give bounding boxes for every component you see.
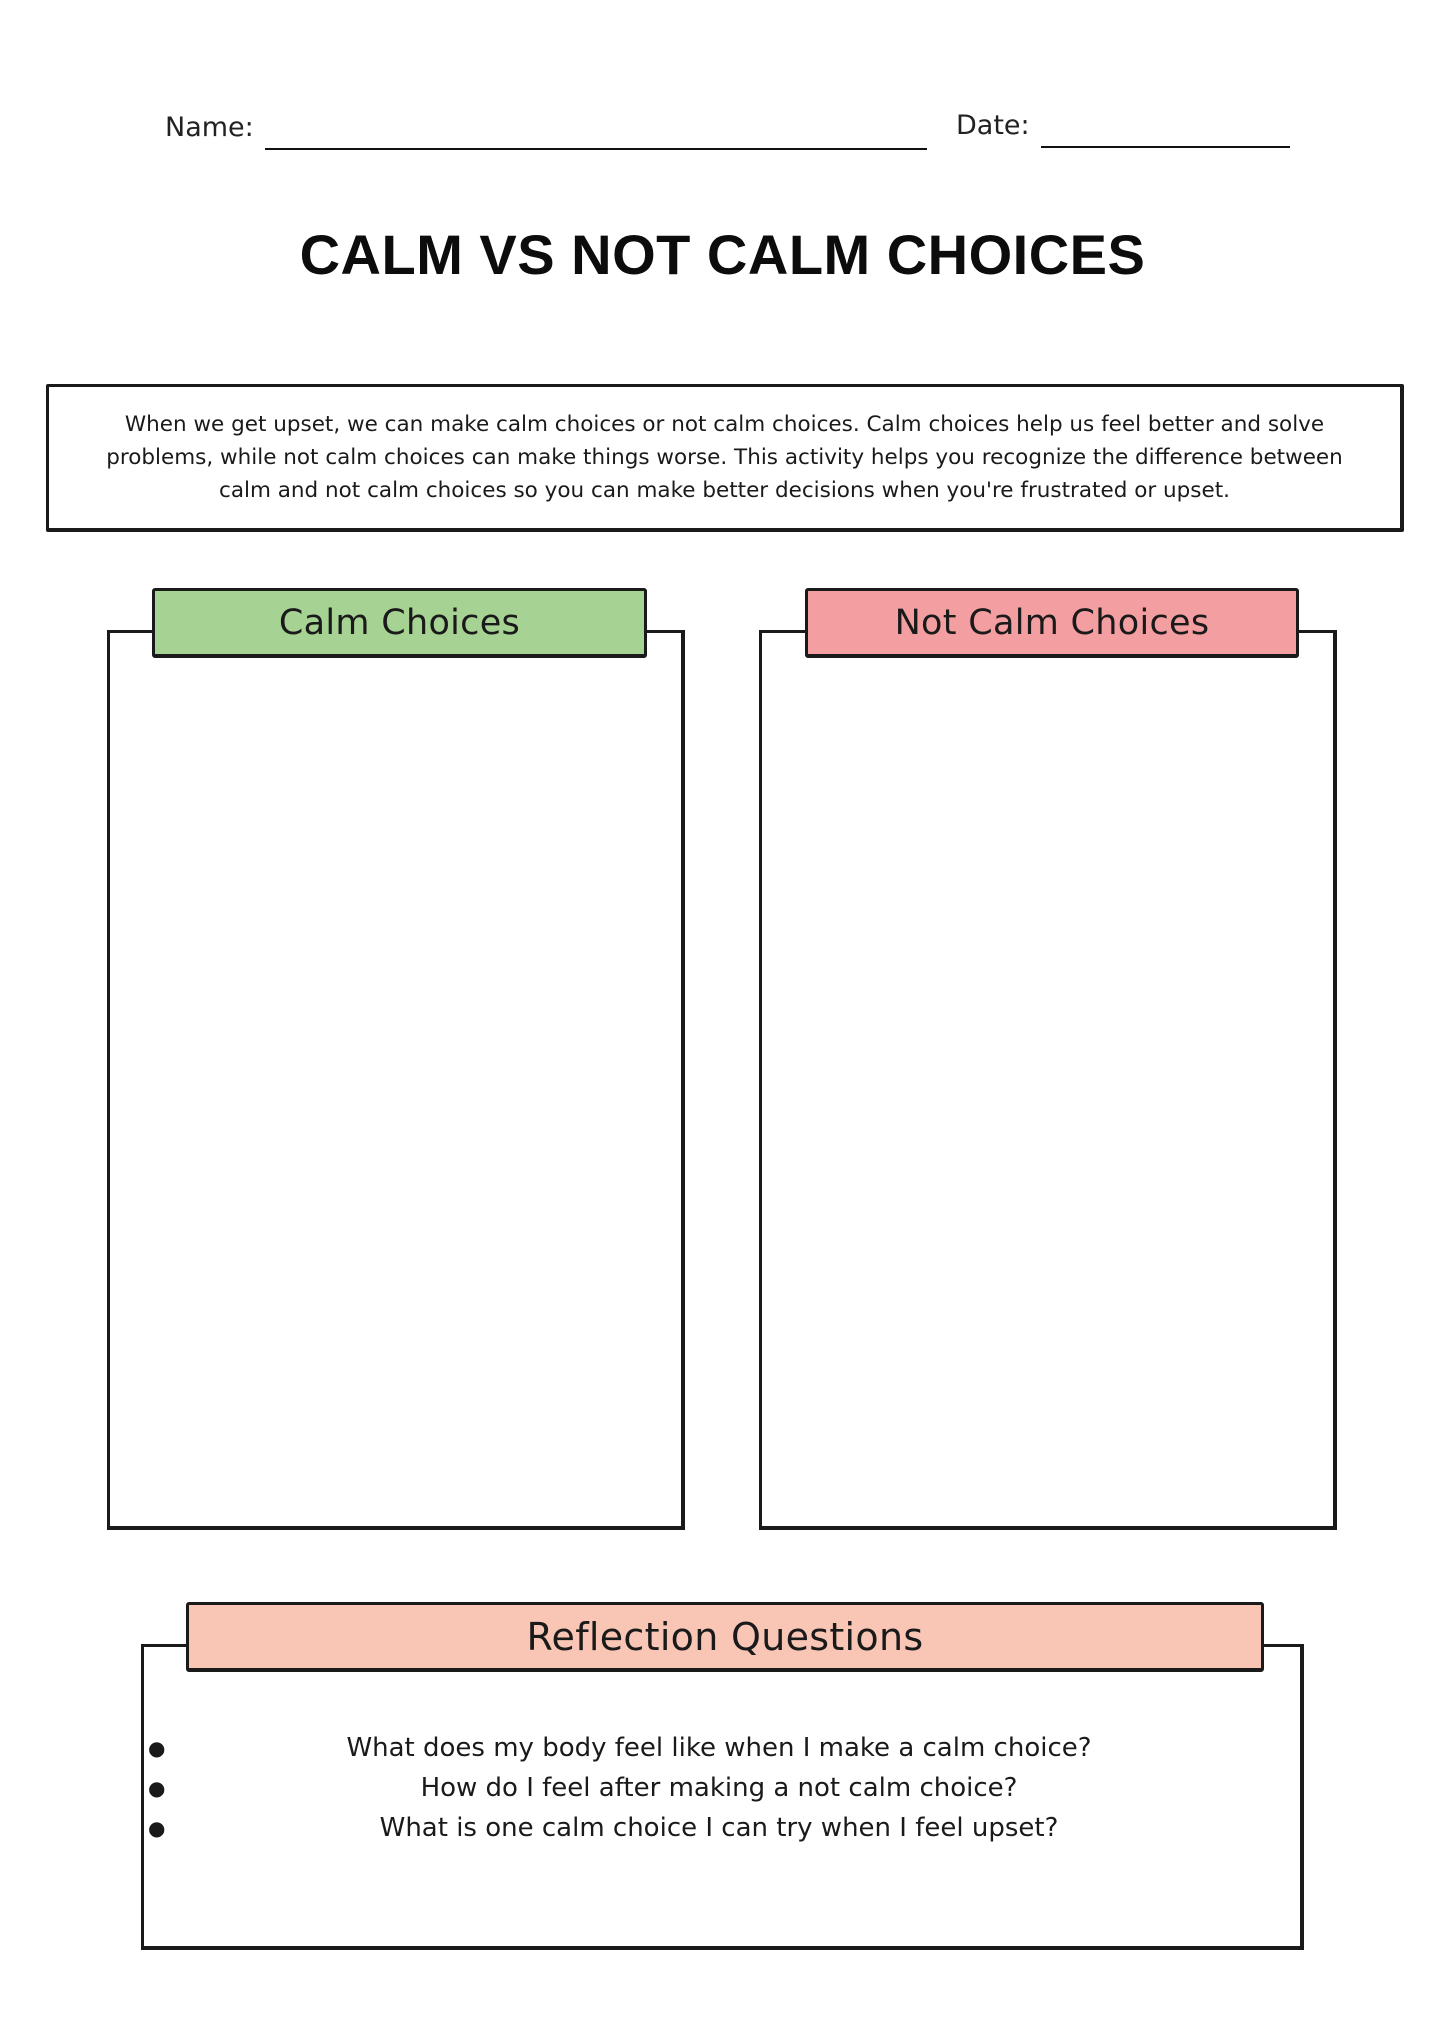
bullet-icon: ● <box>148 1736 166 1760</box>
reflection-questions-list <box>144 1728 1294 1848</box>
not-calm-choices-tab <box>805 588 1299 658</box>
date-field-line[interactable] <box>1041 146 1290 148</box>
reflection-label: Reflection Questions <box>526 1614 924 1659</box>
list-item <box>144 1808 1294 1848</box>
date-label: Date: <box>956 110 1030 141</box>
bullet-icon: ● <box>148 1776 166 1800</box>
list-item <box>144 1768 1294 1808</box>
not-calm-choices-panel[interactable] <box>759 630 1337 1530</box>
intro-text: When we get upset, we can make calm choices or not calm choices. Calm choices help us feel better and solve problems, while not calm choices can make things worse. This activity helps you recognize the difference between calm and not calm choices so you can make better decisions when you're frustrated or upset. <box>106 412 1343 503</box>
calm-choices-panel[interactable] <box>107 630 685 1530</box>
intro-box <box>46 384 1404 532</box>
question-text: What is one calm choice I can try when I feel upset? <box>379 1813 1059 1843</box>
question-text: How do I feel after making a not calm choice? <box>420 1773 1018 1803</box>
page-title: CALM VS NOT CALM CHOICES <box>299 223 1146 286</box>
name-label: Name: <box>165 112 254 143</box>
bullet-icon: ● <box>148 1816 166 1840</box>
calm-choices-label: Calm Choices <box>278 602 521 643</box>
reflection-tab <box>186 1602 1264 1672</box>
list-item <box>144 1728 1294 1768</box>
name-field-line[interactable] <box>265 148 927 150</box>
not-calm-choices-label: Not Calm Choices <box>894 602 1210 643</box>
question-text: What does my body feel like when I make a calm choice? <box>346 1733 1092 1763</box>
calm-choices-tab <box>152 588 647 658</box>
